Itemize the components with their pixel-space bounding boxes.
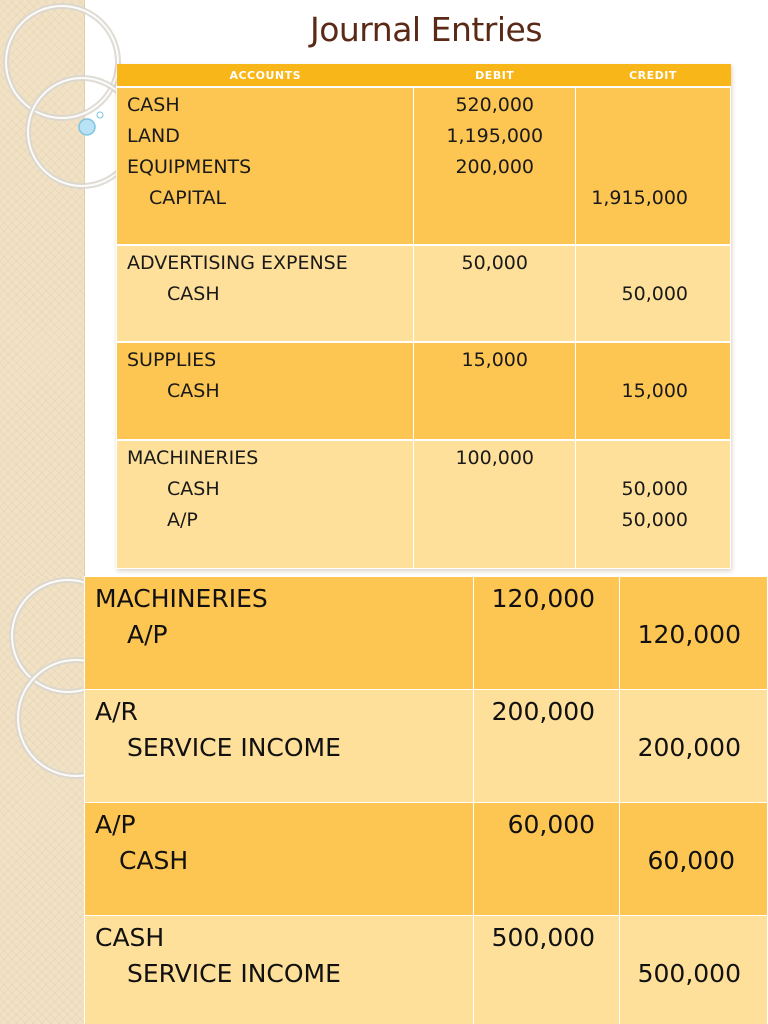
debit-amount: 60,000 bbox=[507, 810, 596, 839]
account-name: A/P bbox=[127, 620, 168, 649]
account-name: CASH bbox=[167, 478, 220, 500]
credit-amount: 500,000 bbox=[637, 959, 741, 988]
header-accounts: ACCOUNTS bbox=[117, 64, 414, 87]
journal-table-2 bbox=[84, 576, 768, 1024]
accounts-cell bbox=[85, 803, 474, 916]
slide-journal-entries-2 bbox=[0, 576, 768, 1024]
debit-amount: 200,000 bbox=[455, 156, 535, 178]
debit-cell bbox=[474, 690, 620, 803]
page-title: Journal Entries bbox=[309, 10, 543, 49]
account-name: CAPITAL bbox=[149, 187, 227, 209]
journal-entry-row bbox=[117, 245, 731, 342]
debit-amount: 15,000 bbox=[461, 349, 528, 371]
credit-amount: 50,000 bbox=[621, 509, 688, 531]
debit-cell bbox=[474, 916, 620, 1024]
journal-entry-row bbox=[117, 87, 731, 245]
debit-amount: 100,000 bbox=[455, 447, 535, 469]
credit-amount: 120,000 bbox=[637, 620, 741, 649]
credit-amount: 200,000 bbox=[637, 733, 741, 762]
account-name: CASH bbox=[167, 283, 220, 305]
header-debit: DEBIT bbox=[414, 64, 576, 87]
account-name: A/P bbox=[167, 509, 198, 531]
debit-cell bbox=[414, 87, 576, 245]
journal-entry-row bbox=[85, 916, 768, 1024]
account-name: SUPPLIES bbox=[127, 349, 217, 371]
account-name: MACHINERIES bbox=[95, 584, 268, 613]
credit-amount: 1,915,000 bbox=[591, 187, 688, 209]
debit-amount: 520,000 bbox=[455, 94, 535, 116]
journal-entry-row bbox=[117, 440, 731, 568]
accounts-cell bbox=[85, 916, 474, 1024]
accounts-cell bbox=[117, 245, 414, 342]
debit-cell bbox=[414, 342, 576, 440]
credit-cell bbox=[576, 342, 731, 440]
credit-cell bbox=[576, 245, 731, 342]
account-name: CASH bbox=[167, 380, 220, 402]
journal-entry-row bbox=[85, 690, 768, 803]
debit-amount: 50,000 bbox=[461, 252, 528, 274]
journal-entry-row bbox=[117, 342, 731, 440]
accounts-cell bbox=[117, 440, 414, 568]
debit-amount: 1,195,000 bbox=[446, 125, 544, 147]
debit-cell bbox=[474, 577, 620, 690]
account-name: A/P bbox=[95, 810, 136, 839]
account-name: MACHINERIES bbox=[127, 447, 259, 469]
account-name: CASH bbox=[95, 923, 165, 952]
credit-cell bbox=[576, 87, 731, 245]
journal-entry-row bbox=[85, 577, 768, 690]
accounts-cell bbox=[117, 87, 414, 245]
accounts-cell bbox=[85, 577, 474, 690]
table-header-row bbox=[117, 64, 731, 87]
account-name: LAND bbox=[127, 125, 180, 147]
credit-cell bbox=[576, 440, 731, 568]
journal-entry-row bbox=[85, 803, 768, 916]
account-name: EQUIPMENTS bbox=[127, 156, 252, 178]
credit-amount: 60,000 bbox=[647, 846, 735, 875]
header-credit: CREDIT bbox=[576, 64, 731, 87]
account-name: ADVERTISING EXPENSE bbox=[127, 252, 348, 274]
account-name: A/R bbox=[95, 697, 138, 726]
debit-amount: 120,000 bbox=[491, 584, 596, 613]
accounts-cell bbox=[117, 342, 414, 440]
credit-cell bbox=[620, 690, 768, 803]
credit-cell bbox=[620, 803, 768, 916]
account-name: SERVICE INCOME bbox=[127, 959, 341, 988]
account-name: CASH bbox=[127, 94, 180, 116]
debit-cell bbox=[414, 440, 576, 568]
accounts-cell bbox=[85, 690, 474, 803]
credit-amount: 50,000 bbox=[621, 478, 688, 500]
credit-amount: 50,000 bbox=[621, 283, 688, 305]
debit-amount: 200,000 bbox=[491, 697, 596, 726]
debit-amount: 500,000 bbox=[491, 923, 596, 952]
journal-table-1 bbox=[116, 64, 731, 569]
credit-cell bbox=[620, 577, 768, 690]
account-name: SERVICE INCOME bbox=[127, 733, 341, 762]
debit-cell bbox=[474, 803, 620, 916]
credit-cell bbox=[620, 916, 768, 1024]
credit-amount: 15,000 bbox=[621, 380, 688, 402]
account-name: CASH bbox=[119, 846, 189, 875]
debit-cell bbox=[414, 245, 576, 342]
